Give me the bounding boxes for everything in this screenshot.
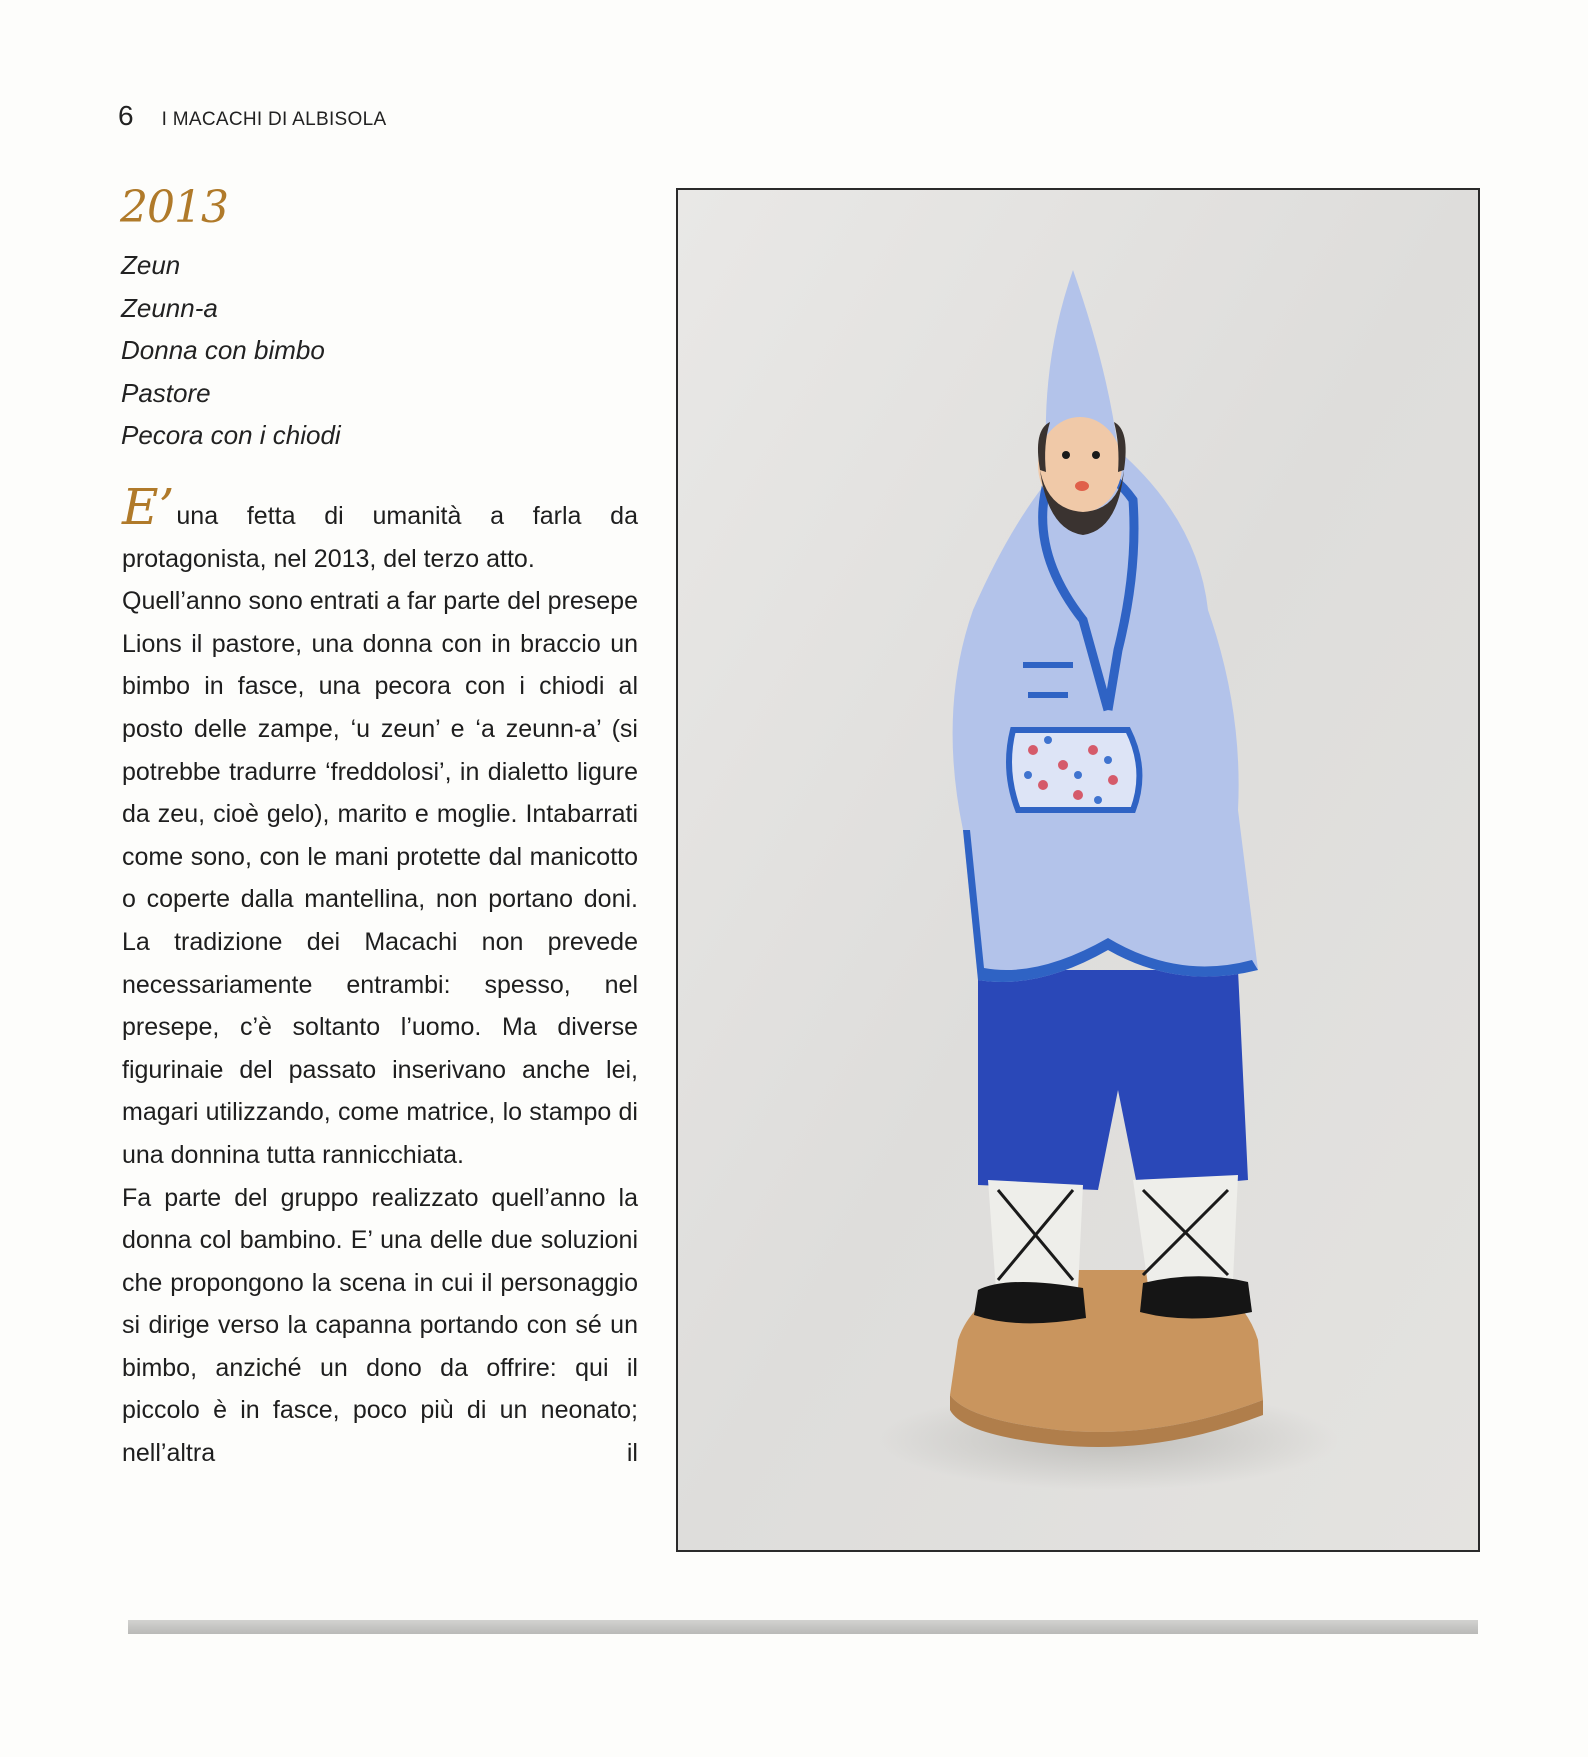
body-text xyxy=(122,478,638,1475)
list-item: Pastore xyxy=(121,377,211,408)
list-item: Zeun xyxy=(121,250,181,280)
running-title: I MACACHI DI ALBISOLA xyxy=(161,109,387,130)
list-item: Donna con bimbo xyxy=(121,335,325,365)
list-item: Pecora con i chiodi xyxy=(121,420,341,450)
drop-cap: E’ xyxy=(122,478,175,536)
list-item: Zeunn-a xyxy=(121,292,218,323)
paragraph-3: Fa parte del gruppo realizzato quell’anno la donna col bambino. E’ una delle due soluzioni che propongono la scena in cui il personaggio si dirige verso la capanna portando con sé un bimbo, anziché un dono da offrire: qui il piccolo è in fasce, poco più di un neonato; nell’altra il xyxy=(122,1183,638,1468)
paragraph-1-text: una fetta di umanità a farla da protagonista, nel 2013, del terzo atto. xyxy=(122,502,638,573)
figure-list xyxy=(121,244,341,457)
footer-rule xyxy=(128,1620,1478,1634)
paragraph-1 xyxy=(122,478,638,580)
figurine-illustration xyxy=(678,190,1478,1550)
year-heading: 2013 xyxy=(120,182,228,233)
page-number: 6 xyxy=(118,100,134,131)
paragraph-2: Quell’anno sono entrati a far parte del presepe Lions il pastore, una donna con in braccio un bimbo in fasce, una pecora con i chiodi al posto delle zampe, ‘u zeun’ e ‘a zeunn-a’ (si potrebbe tradurre ‘freddolosi’, in dialetto ligure da zeu, cioè gelo), marito e moglie. Intabarrati come sono, con le mani protette dal manicotto o coperte dalla mantellina, non portano doni. La tradizione dei Macachi non prevede necessariamente entrambi: spesso, nel presepe, c’è soltanto l’uomo. Ma diverse figurinaie del passato inserivano anche lei, magari utilizzando, come matrice, lo stampo di una donnina tutta rannicchiata. xyxy=(122,587,638,1169)
figurine-photo xyxy=(676,188,1480,1552)
running-header xyxy=(118,100,386,132)
